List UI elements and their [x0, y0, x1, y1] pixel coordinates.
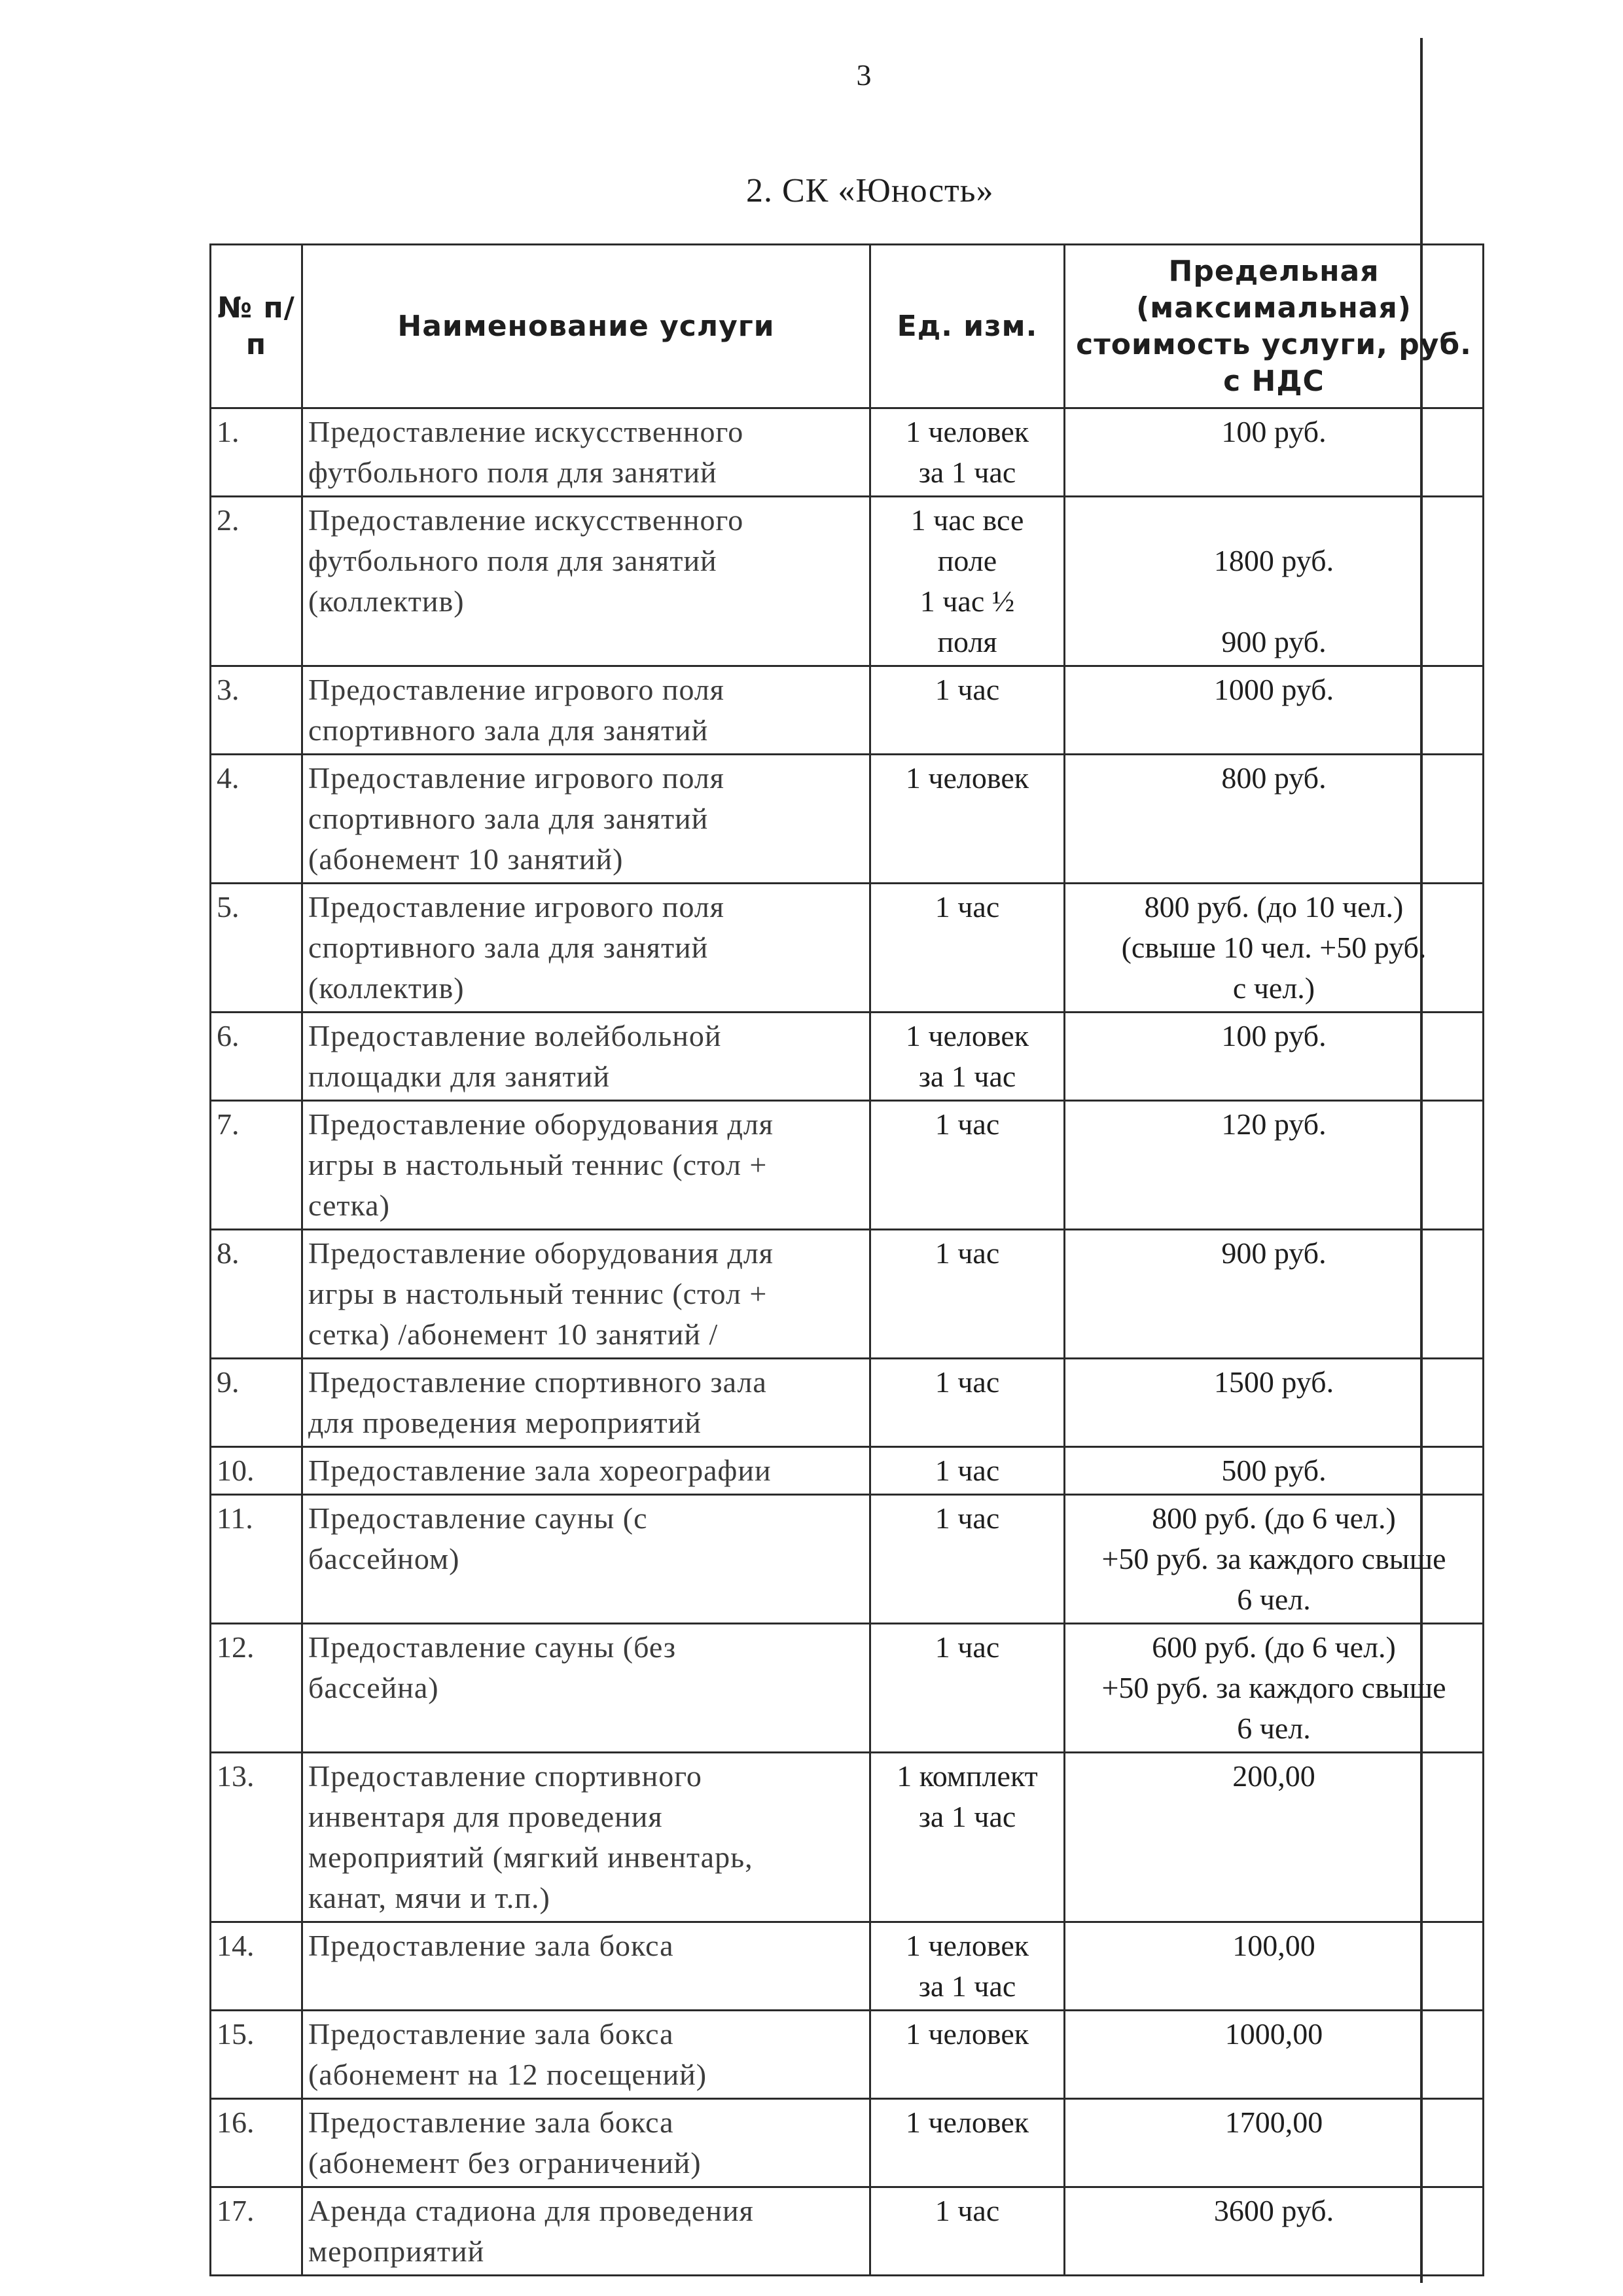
service-price-line: +50 руб. за каждого свыше [1101, 1542, 1446, 1575]
service-name-line: Предоставление сауны (с [308, 1501, 648, 1535]
service-name-line: мероприятий [308, 2234, 485, 2268]
service-name-line: спортивного зала для занятий [308, 713, 709, 747]
service-name [302, 1230, 870, 1359]
table-row [211, 1230, 1484, 1359]
service-price [1065, 666, 1484, 755]
table-row [211, 884, 1484, 1013]
service-name [302, 1922, 870, 2011]
unit-of-measure [870, 1101, 1065, 1230]
services-table [209, 243, 1484, 2276]
unit-of-measure-line: 1 час [935, 890, 1000, 924]
service-name-line: спортивного зала для занятий [308, 802, 709, 835]
service-price-line [1071, 581, 1477, 622]
service-name-line: (абонемент 10 занятий) [308, 842, 624, 876]
row-number: 17. [211, 2187, 302, 2276]
table-row [211, 1101, 1484, 1230]
service-name-line: Предоставление зала хореографии [308, 1454, 772, 1487]
unit-of-measure-line: 1 час [935, 1454, 1000, 1487]
row-number: 6. [211, 1013, 302, 1101]
service-price-line: 120 руб. [1221, 1107, 1327, 1141]
unit-of-measure [870, 1230, 1065, 1359]
header-num: № п/п [211, 245, 302, 408]
service-price-line: 100 руб. [1221, 1019, 1327, 1052]
unit-of-measure-line: 1 час [935, 1107, 1000, 1141]
unit-of-measure [870, 1753, 1065, 1922]
table-row [211, 1013, 1484, 1101]
row-number: 1. [211, 408, 302, 497]
unit-of-measure [870, 666, 1065, 755]
service-price-line: 100 руб. [1221, 415, 1327, 448]
table-row [211, 2011, 1484, 2099]
service-price-line: 1700,00 [1224, 2106, 1323, 2139]
unit-of-measure-line: 1 человек [905, 2106, 1029, 2139]
row-number: 11. [211, 1495, 302, 1624]
service-price [1065, 1101, 1484, 1230]
table-row [211, 755, 1484, 884]
service-price-line: 900 руб. [1221, 625, 1327, 658]
unit-of-measure-line: за 1 час [918, 1800, 1016, 1833]
service-name-line: канат, мячи и т.п.) [308, 1881, 550, 1914]
unit-of-measure [870, 1624, 1065, 1753]
unit-of-measure [870, 497, 1065, 666]
service-price-line: 600 руб. (до 6 чел.) [1152, 1630, 1396, 1664]
service-price-line: 100,00 [1232, 1929, 1315, 1962]
row-number: 3. [211, 666, 302, 755]
service-price-line: 900 руб. [1221, 1236, 1327, 1270]
table-row [211, 2187, 1484, 2276]
service-name-line: для проведения мероприятий [308, 1406, 702, 1439]
service-price [1065, 884, 1484, 1013]
service-price [1065, 755, 1484, 884]
unit-of-measure-line: 1 человек [905, 2017, 1029, 2051]
unit-of-measure-line: поля [937, 625, 997, 658]
unit-of-measure-line: за 1 час [918, 1969, 1016, 2003]
table-row [211, 1447, 1484, 1495]
service-name-line: мероприятий (мягкий инвентарь, [308, 1840, 753, 1874]
service-name [302, 1101, 870, 1230]
service-name-line: сетка) /абонемент 10 занятий / [308, 1318, 719, 1351]
service-price-line: 1000 руб. [1213, 673, 1334, 706]
service-name-line: Предоставление зала бокса [308, 1929, 674, 1962]
unit-of-measure-line: за 1 час [918, 456, 1016, 489]
service-price [1065, 1624, 1484, 1753]
service-name-line: Предоставление сауны (без [308, 1630, 677, 1664]
row-number: 2. [211, 497, 302, 666]
table-row [211, 2099, 1484, 2187]
service-name [302, 1624, 870, 1753]
row-number: 10. [211, 1447, 302, 1495]
service-price-line: 6 чел. [1237, 1712, 1311, 1745]
service-price [1065, 1495, 1484, 1624]
table-body [211, 408, 1484, 2276]
service-price-line: 800 руб. (до 10 чел.) [1144, 890, 1404, 924]
service-name-line: (абонемент без ограничений) [308, 2146, 702, 2179]
service-name-line: Аренда стадиона для проведения [308, 2194, 754, 2227]
service-name-line: Предоставление игрового поля [308, 761, 724, 795]
service-name-line: Предоставление волейбольной [308, 1019, 722, 1052]
unit-of-measure-line: 1 час ½ [919, 584, 1015, 618]
unit-of-measure [870, 408, 1065, 497]
service-name-line: Предоставление игрового поля [308, 890, 724, 924]
service-name-line: Предоставление спортивного [308, 1759, 702, 1793]
table-row [211, 408, 1484, 497]
unit-of-measure-line: 1 час [935, 1501, 1000, 1535]
unit-of-measure-line: 1 человек [905, 415, 1029, 448]
service-price-line [1071, 500, 1477, 541]
service-price-line: с чел.) [1232, 971, 1315, 1005]
unit-of-measure-line: 1 человек [905, 1929, 1029, 1962]
service-price-line: 1800 руб. [1213, 544, 1334, 577]
service-name-line: Предоставление искусственного [308, 503, 744, 537]
service-name-line: игры в настольный теннис (стол + [308, 1148, 768, 1181]
unit-of-measure-line: 1 час [935, 1236, 1000, 1270]
service-name-line: площадки для занятий [308, 1060, 610, 1093]
service-price [1065, 1753, 1484, 1922]
service-price [1065, 1013, 1484, 1101]
row-number: 15. [211, 2011, 302, 2099]
unit-of-measure-line: 1 час все [910, 503, 1024, 537]
unit-of-measure [870, 1447, 1065, 1495]
service-name-line: бассейном) [308, 1542, 460, 1575]
unit-of-measure [870, 2187, 1065, 2276]
service-price-line: (свыше 10 чел. +50 руб. [1121, 931, 1427, 964]
table-row [211, 1359, 1484, 1447]
service-price-line: 3600 руб. [1213, 2194, 1334, 2227]
service-name-line: спортивного зала для занятий [308, 931, 709, 964]
table-row [211, 497, 1484, 666]
service-price-line: 200,00 [1232, 1759, 1315, 1793]
service-name [302, 755, 870, 884]
row-number: 12. [211, 1624, 302, 1753]
row-number: 8. [211, 1230, 302, 1359]
service-name-line: Предоставление зала бокса [308, 2017, 674, 2051]
header-price: Предельная (максимальная) стоимость услуги, руб. с НДС [1065, 245, 1484, 408]
table-row [211, 1495, 1484, 1624]
service-name [302, 1359, 870, 1447]
unit-of-measure [870, 1922, 1065, 2011]
header-unit: Ед. изм. [870, 245, 1065, 408]
row-number: 9. [211, 1359, 302, 1447]
unit-of-measure [870, 884, 1065, 1013]
service-price [1065, 2099, 1484, 2187]
service-price [1065, 408, 1484, 497]
service-price-line: +50 руб. за каждого свыше [1101, 1671, 1446, 1704]
row-number: 14. [211, 1922, 302, 2011]
unit-of-measure-line: 1 комплект [897, 1759, 1038, 1793]
service-price [1065, 1447, 1484, 1495]
service-name [302, 2187, 870, 2276]
service-price-line: 800 руб. [1221, 761, 1327, 795]
service-price [1065, 1230, 1484, 1359]
service-name-line: (коллектив) [308, 584, 465, 618]
service-name-line: (коллектив) [308, 971, 465, 1005]
service-price [1065, 2011, 1484, 2099]
unit-of-measure-line: 1 человек [905, 1019, 1029, 1052]
table-header-row [211, 245, 1484, 408]
header-name: Наименование услуги [302, 245, 870, 408]
service-name [302, 1447, 870, 1495]
service-name-line: сетка) [308, 1189, 390, 1222]
service-price-line: 500 руб. [1221, 1454, 1327, 1487]
table-row [211, 1753, 1484, 1922]
service-name-line: Предоставление спортивного зала [308, 1365, 767, 1399]
unit-of-measure [870, 1495, 1065, 1624]
service-name-line: Предоставление оборудования для [308, 1107, 774, 1141]
service-price [1065, 1922, 1484, 2011]
unit-of-measure [870, 1013, 1065, 1101]
table-row [211, 666, 1484, 755]
unit-of-measure-line: 1 час [935, 673, 1000, 706]
unit-of-measure-line: 1 час [935, 1365, 1000, 1399]
service-name-line: бассейна) [308, 1671, 439, 1704]
row-number: 4. [211, 755, 302, 884]
service-name-line: Предоставление игрового поля [308, 673, 724, 706]
row-number: 7. [211, 1101, 302, 1230]
service-name-line: Предоставление искусственного [308, 415, 744, 448]
row-number: 5. [211, 884, 302, 1013]
service-price-line: 1000,00 [1224, 2017, 1323, 2051]
service-name-line: Предоставление зала бокса [308, 2106, 674, 2139]
unit-of-measure-line: за 1 час [918, 1060, 1016, 1093]
service-price [1065, 2187, 1484, 2276]
service-name [302, 2011, 870, 2099]
service-price-line: 800 руб. (до 6 чел.) [1152, 1501, 1396, 1535]
service-price-line: 6 чел. [1237, 1583, 1311, 1616]
service-name [302, 2099, 870, 2187]
table-row [211, 1624, 1484, 1753]
unit-of-measure-line: 1 час [935, 2194, 1000, 2227]
service-name-line: футбольного поля для занятий [308, 456, 717, 489]
service-name [302, 1495, 870, 1624]
service-name [302, 884, 870, 1013]
service-name [302, 666, 870, 755]
unit-of-measure-line: поле [937, 544, 997, 577]
service-price [1065, 497, 1484, 666]
service-name [302, 1013, 870, 1101]
row-number: 16. [211, 2099, 302, 2187]
service-name-line: Предоставление оборудования для [308, 1236, 774, 1270]
unit-of-measure-line: 1 человек [905, 761, 1029, 795]
service-price-line: 1500 руб. [1213, 1365, 1334, 1399]
service-name-line: футбольного поля для занятий [308, 544, 717, 577]
service-name [302, 408, 870, 497]
service-price [1065, 1359, 1484, 1447]
row-number: 13. [211, 1753, 302, 1922]
service-name [302, 497, 870, 666]
section-title: 2. СК «Юность» [746, 172, 994, 209]
unit-of-measure [870, 1359, 1065, 1447]
table-row [211, 1922, 1484, 2011]
page-number: 3 [856, 58, 872, 92]
service-name-line: игры в настольный теннис (стол + [308, 1277, 768, 1310]
unit-of-measure-line: 1 час [935, 1630, 1000, 1664]
service-name [302, 1753, 870, 1922]
unit-of-measure [870, 755, 1065, 884]
service-name-line: инвентаря для проведения [308, 1800, 663, 1833]
unit-of-measure [870, 2011, 1065, 2099]
unit-of-measure [870, 2099, 1065, 2187]
service-name-line: (абонемент на 12 посещений) [308, 2058, 707, 2091]
